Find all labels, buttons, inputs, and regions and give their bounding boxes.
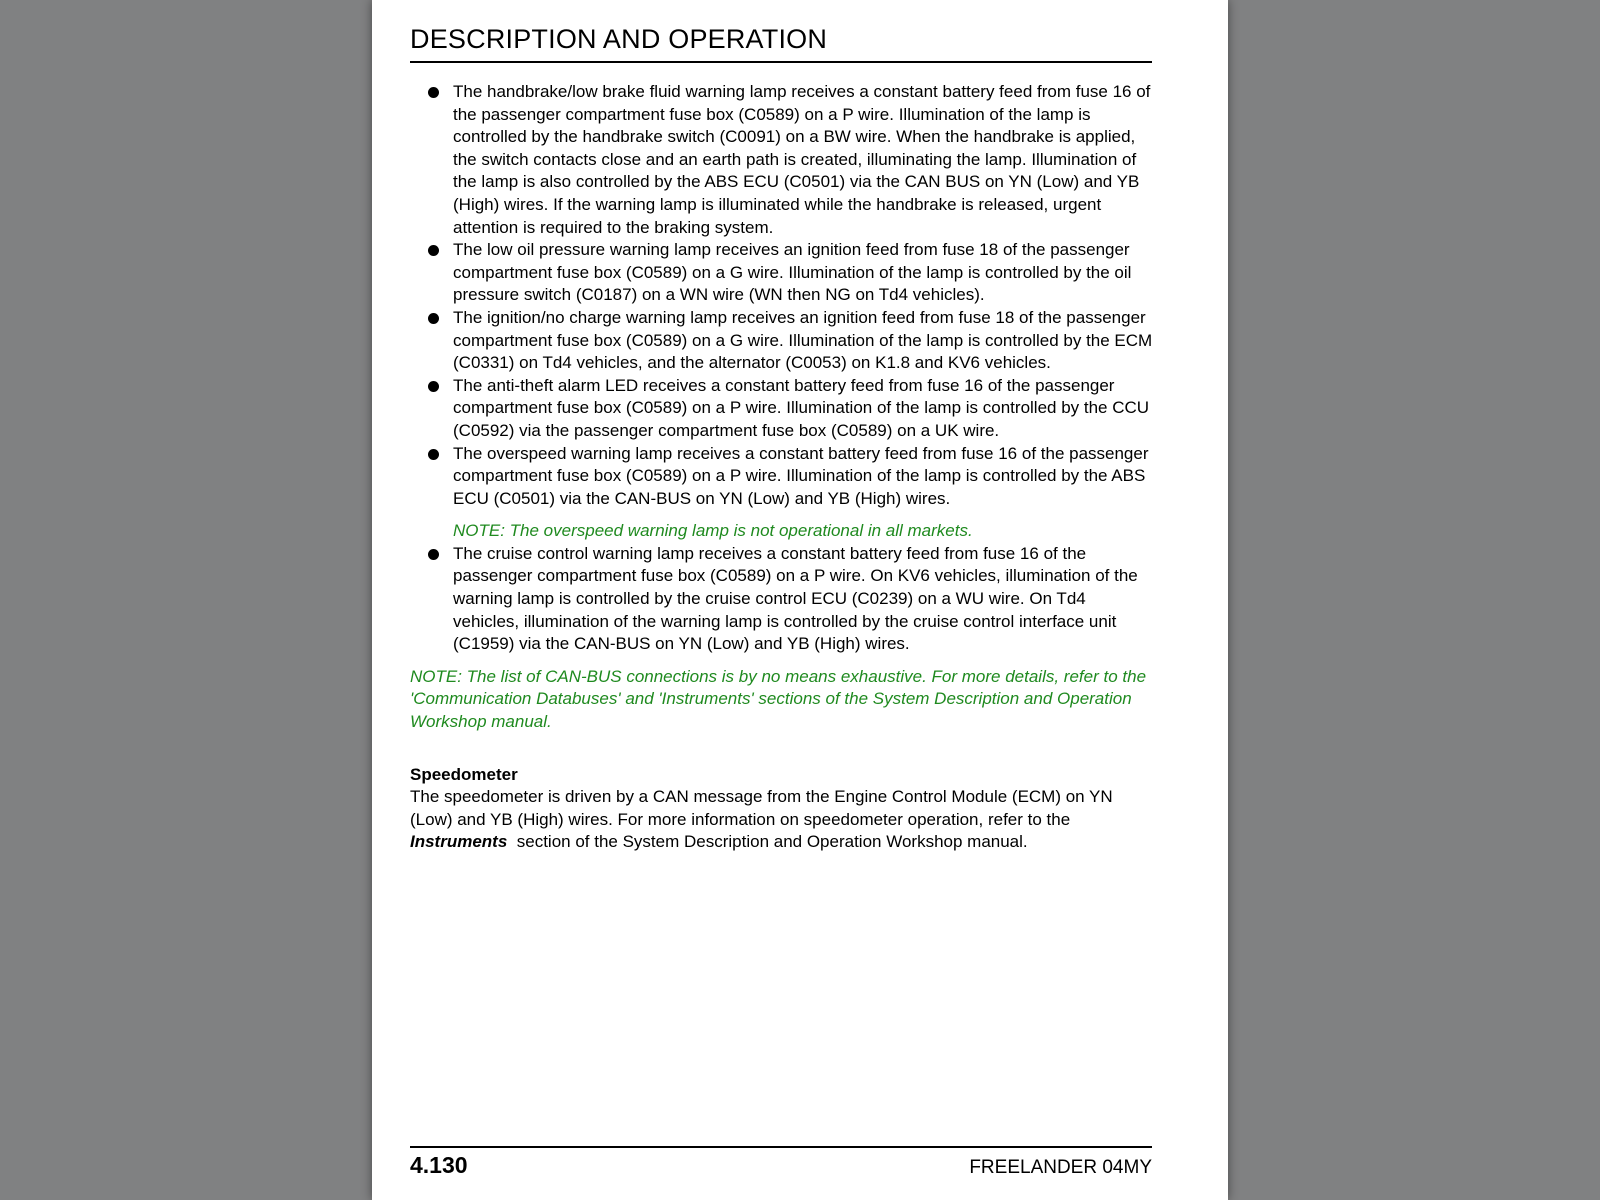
speedometer-heading: Speedometer <box>410 764 518 784</box>
overspeed-note: NOTE: The overspeed warning lamp is not operational in all markets. <box>453 521 973 541</box>
list-item-text: The overspeed warning lamp receives a constant battery feed from fuse 16 of the passenger compartment fuse box (C0589) on a P wire. Illumination of the lamp is controlled by the ABS ECU (C0501) via the CAN-BUS on YN (Low) and YB (High) wires. <box>453 443 1149 508</box>
instruments-reference: Instruments <box>410 832 508 852</box>
list-item <box>410 375 1154 443</box>
footer-rule <box>410 1146 1152 1148</box>
list-item-text: The handbrake/low brake fluid warning lamp receives a constant battery feed from fuse 16 of the passenger compartment fuse box (C0589) on a P wire. Illumination of the lamp is controlled by the handbrake switch (C0091) on a BW wire. When the handbrake is applied, the switch contacts close and an earth path is created, illuminating the lamp. Illumination of the lamp is also controlled by the ABS ECU (C0501) via the CAN BUS on YN (Low) and YB (High) wires. If the warning lamp is illuminated while the handbrake is released, urgent attention is required to the braking system. <box>453 82 1151 237</box>
bullet-icon <box>428 449 439 460</box>
list-item-text: The cruise control warning lamp receives a constant battery feed from fuse 16 of the passenger compartment fuse box (C0589) on a P wire. On KV6 vehicles, illumination of the warning lamp is controlled by the cruise control ECU (C0239) on a WU wire. On Td4 vehicles, illumination of the warning lamp is controlled by the cruise control interface unit (C1959) via the CAN-BUS on YN (Low) and YB (High) wires. <box>453 543 1138 654</box>
page-number: 4.130 <box>410 1152 468 1178</box>
title-rule <box>410 61 1152 63</box>
list-item <box>410 443 1154 511</box>
speedometer-text-before: The speedometer is driven by a CAN message from the Engine Control Module (ECM) on YN (Low) and YB (High) wires. For more information on speedometer operation, refer to the <box>410 787 1113 829</box>
document-name: FREELANDER 04MY <box>969 1157 1152 1178</box>
list-item-text: The anti-theft alarm LED receives a constant battery feed from fuse 16 of the passenger compartment fuse box (C0589) on a P wire. Illumination of the lamp is controlled by the CCU (C0592) via the passenger compartment fuse box (C0589) on a UK wire. <box>453 375 1150 440</box>
warning-lamp-list <box>410 81 1154 510</box>
canbus-note: NOTE: The list of CAN-BUS connections is by no means exhaustive. For more details, refer to the 'Communication Databuses' and 'Instruments' sections of the System Description and Operation Workshop manual. <box>410 666 1147 732</box>
bullet-icon <box>428 313 439 324</box>
list-item-text: The ignition/no charge warning lamp receives an ignition feed from fuse 18 of the passenger compartment fuse box (C0589) on a G wire. Illumination of the lamp is controlled by the ECM (C0331) on Td4 vehicles, and the alternator (C0053) on K1.8 and KV6 vehicles. <box>453 307 1153 373</box>
list-item-text: The low oil pressure warning lamp receives an ignition feed from fuse 18 of the passenger compartment fuse box (C0589) on a G wire. Illumination of the lamp is controlled by the oil pressure switch (C0187) on a WN wire (WN then NG on Td4 vehicles). <box>453 240 1132 305</box>
cruise-control-list <box>410 543 1154 656</box>
list-item <box>410 239 1154 307</box>
list-item <box>410 307 1154 375</box>
page-content <box>410 81 1154 854</box>
page-title: DESCRIPTION AND OPERATION <box>410 24 828 54</box>
bullet-icon <box>428 87 439 98</box>
bullet-icon <box>428 381 439 392</box>
speedometer-paragraph <box>410 786 1154 854</box>
document-page <box>372 0 1228 1200</box>
speedometer-text-after: section of the System Description and Operation Workshop manual. <box>507 832 1028 852</box>
bullet-icon <box>428 245 439 256</box>
list-item <box>410 543 1154 656</box>
list-item <box>410 81 1154 239</box>
bullet-icon <box>428 549 439 560</box>
